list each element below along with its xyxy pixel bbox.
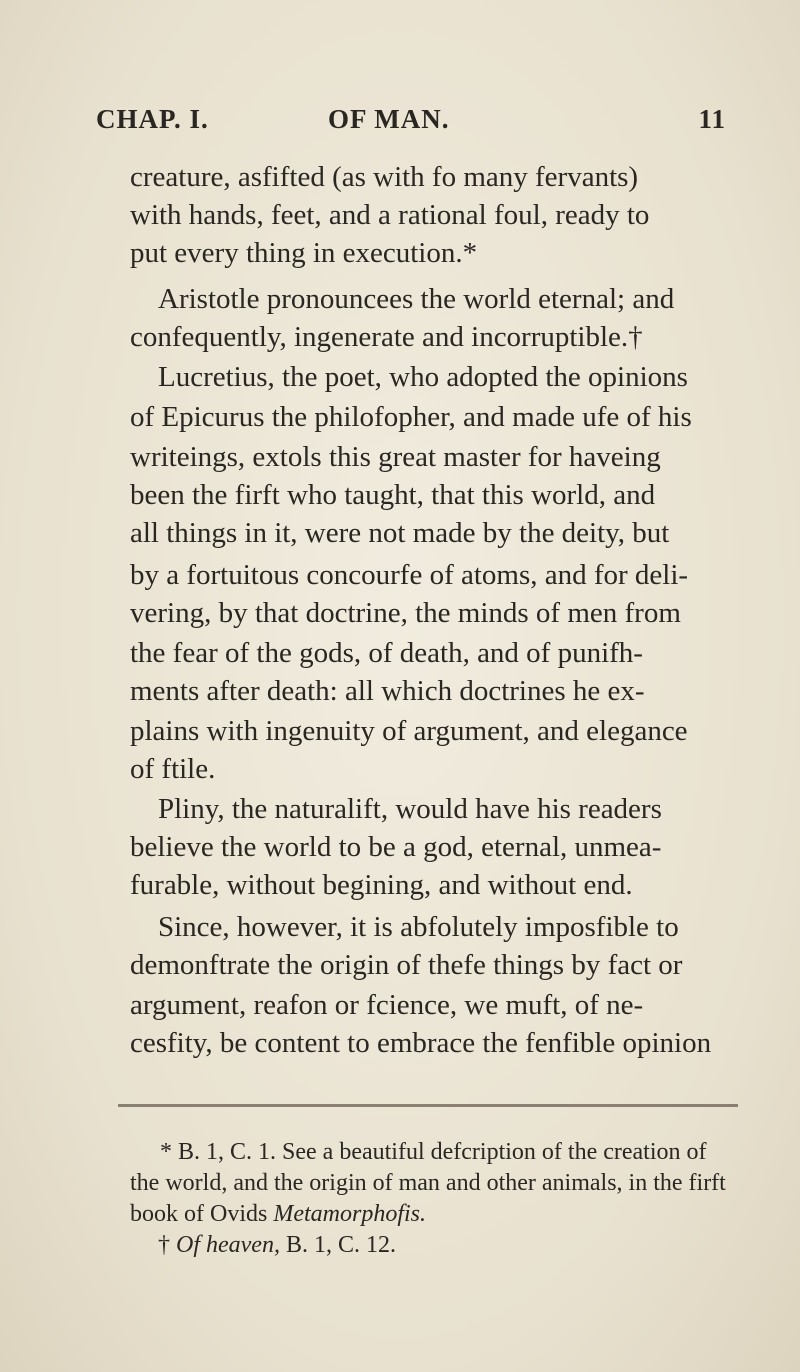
- footnote-text: book of Ovids: [130, 1201, 274, 1227]
- running-title: OF MAN.: [328, 104, 450, 134]
- chapter-label: CHAP. I.: [96, 104, 209, 134]
- text-line: been the firft who taught, that this world, and: [130, 479, 656, 511]
- text-line: put every thing in execution.*: [130, 237, 478, 269]
- footnote-line: the world, and the origin of man and other animals, in the firft: [130, 1170, 726, 1196]
- text-line: the fear of the gods, of death, and of punifh-: [130, 637, 643, 669]
- text-line: believe the world to be a god, eternal, unmea-: [130, 831, 662, 863]
- text-line: with hands, feet, and a rational foul, ready to: [130, 199, 650, 231]
- text-line: cesfity, be content to embrace the fenfible opinion: [130, 1027, 712, 1059]
- text-line: argument, reafon or fcience, we muft, of ne-: [130, 989, 644, 1021]
- page-number: 11: [698, 104, 726, 134]
- text-line: Lucretius, the poet, who adopted the opinions: [158, 361, 688, 393]
- text-line: of ftile.: [130, 753, 216, 785]
- text-line: furable, without begining, and without end.: [130, 869, 633, 901]
- footnote-line: [130, 1199, 426, 1229]
- text-line: vering, by that doctrine, the minds of men from: [130, 597, 681, 629]
- text-line: writeings, extols this great master for haveing: [130, 441, 661, 473]
- text-line: Pliny, the naturalift, would have his readers: [158, 793, 662, 825]
- footnote-reference-title: Of heaven,: [176, 1232, 280, 1258]
- text-line: confequently, ingenerate and incorruptible.†: [130, 321, 643, 353]
- footnote-book-title: Metamorphofis.: [273, 1201, 427, 1227]
- text-line: Since, however, it is abfolutely imposfible to: [158, 911, 679, 943]
- text-line: demonftrate the origin of thefe things by fact or: [130, 949, 683, 981]
- running-header: [96, 104, 726, 144]
- text-line: all things in it, were not made by the deity, but: [130, 517, 670, 549]
- text-line: of Epicurus the philofopher, and made ufe of his: [130, 401, 692, 433]
- dagger-mark: †: [158, 1232, 176, 1258]
- footnote-divider: [118, 1104, 738, 1107]
- text-line: by a fortuitous concourfe of atoms, and for deli-: [130, 559, 689, 591]
- footnote-line: * B. 1, C. 1. See a beautiful defcription of the creation of: [160, 1139, 707, 1165]
- footnote-reference: B. 1, C. 12.: [279, 1232, 396, 1258]
- footnote-line: [158, 1230, 396, 1260]
- text-line: plains with ingenuity of argument, and elegance: [130, 715, 688, 747]
- text-line: Aristotle pronouncees the world eternal; and: [158, 283, 675, 315]
- text-line: ments after death: all which doctrines he ex-: [130, 675, 645, 707]
- text-line: creature, asfifted (as with fo many fervants): [130, 161, 639, 193]
